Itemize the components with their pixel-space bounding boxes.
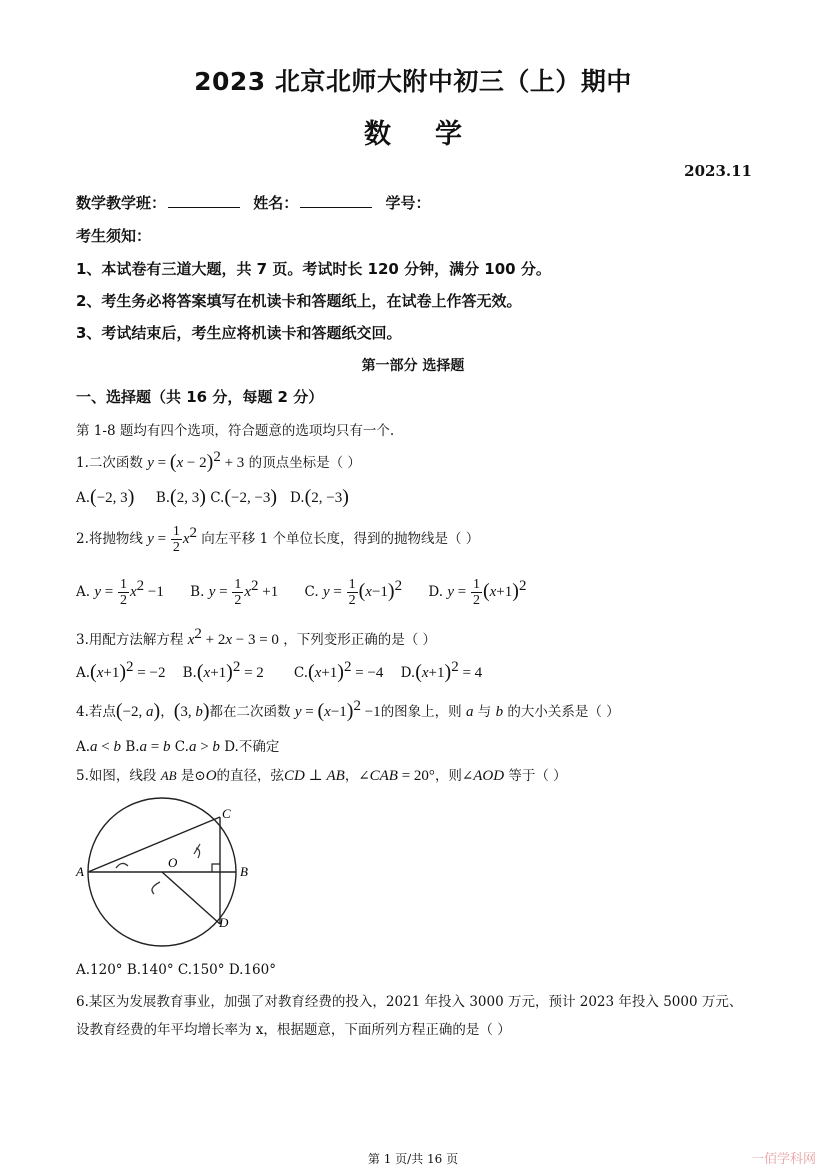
right-angle-mark	[212, 864, 220, 872]
label-b: B	[240, 864, 248, 879]
question-6-line-1: 6.某区为发展教育事业，加强了对教育经费的投入，2021 年投入 3000 万元，预计 2023 年投入 5000 万元、	[76, 994, 743, 1010]
question-3: 3.用配方法解方程 $x^2 + 2x - 3 = 0$ ，下列变形正确的是（ ）	[76, 626, 437, 648]
question-2: 2.将抛物线 y = $\frac{1}{2}$ $x^2$ 向左平移 1 个单位长度，得到的抛物线是（ ）	[76, 524, 480, 555]
angle-annotation	[116, 863, 128, 868]
section-intro: 第 1-8 题均有四个选项，符合题意的选项均只有一个.	[76, 423, 395, 439]
question-6-line-2: 设教育经费的年平均增长率为 x，根据题意，下面所列方程正确的是（ ）	[76, 1022, 511, 1038]
id-label: 学号：	[385, 194, 431, 212]
q1-option-a: A.(−2, 3)	[76, 486, 135, 508]
radius-od	[162, 872, 220, 924]
label-c: C	[222, 806, 231, 821]
name-blank	[300, 194, 372, 208]
q1-option-b: B.(2, 3)	[155, 486, 206, 508]
question-4-options: A.a < b B.a = b C.a > b D.不确定	[76, 739, 280, 755]
name-label: 姓名：	[253, 194, 299, 212]
question-5-options: A.120° B.140° C.150° D.160°	[76, 962, 276, 978]
page-footer: 第 1 页/共 16 页	[367, 1152, 459, 1166]
q3-option-c: $C.(x+1)^2 = -4$	[293, 659, 384, 683]
label-a: A	[76, 864, 84, 879]
notice-item-2: 2、考生务必将答案填写在机读卡和答题纸上，在试卷上作答无效。	[76, 292, 522, 310]
part1-title: 第一部分 选择题	[361, 358, 465, 374]
question-3-options	[76, 659, 482, 684]
watermark: 一佰学科网	[750, 1152, 816, 1167]
question-1: 1.二次函数 $y = (x - 2)^2 + 3$ 的顶点坐标是（ ）	[76, 449, 361, 473]
student-info-line	[76, 192, 431, 213]
q2-option-d: D. y = $\frac{1}{2}$ $(x+1)^2$	[428, 577, 527, 608]
q1-option-d: D.(2, −3)	[289, 486, 349, 508]
q3-option-d: $D.(x+1)^2 = 4$	[400, 659, 483, 683]
question-5: 5.如图，线段 AB 是⊙O的直径，弦CD ⊥ AB，∠CAB = 20°，则∠AOD 等于（ ）	[76, 768, 567, 784]
question-2-options	[76, 577, 526, 608]
circle-figure	[72, 796, 272, 956]
notice-item-3: 3、考试结束后，考生应将机读卡和答题纸交回。	[76, 324, 402, 342]
page-title: 2023 北京北师大附中初三（上）期中	[194, 67, 632, 96]
label-d: D	[219, 915, 229, 930]
notice-item-1: 1、本试卷有三道大题，共 7 页。考试时长 120 分钟，满分 100 分。	[76, 260, 551, 278]
q3-option-b: $B.(x+1)^2 = 2$	[182, 659, 264, 683]
q2-option-a: A. y = $\frac{1}{2}$ $x^2 -1$	[76, 577, 164, 608]
notice-heading: 考生须知：	[76, 227, 152, 245]
q1-option-c: C.(−2, −3)	[210, 486, 278, 508]
q2-option-c: C. y = $\frac{1}{2}$ $(x-1)^2$	[304, 577, 403, 608]
subject-title: 数学	[364, 119, 506, 150]
angle-arc-o	[152, 882, 160, 894]
exam-date: 2023.11	[684, 162, 752, 180]
angle-note-c	[194, 844, 200, 858]
q2-option-b: B. y = $\frac{1}{2}$ $x^2 +1$	[190, 577, 279, 608]
question-1-options	[76, 486, 349, 509]
question-4: 4.若点(−2, a)，(3, b)都在二次函数 $y = (x-1)^2 -1$的图象上，则 a 与 b 的大小关系是（ ）	[76, 698, 620, 722]
class-label: 数学教学班：	[76, 194, 167, 212]
class-blank	[168, 194, 240, 208]
section-title: 一、选择题（共 16 分，每题 2 分）	[76, 388, 324, 406]
label-o: O	[168, 855, 178, 870]
q3-option-a: $A.(x+1)^2 = -2$	[76, 659, 166, 683]
